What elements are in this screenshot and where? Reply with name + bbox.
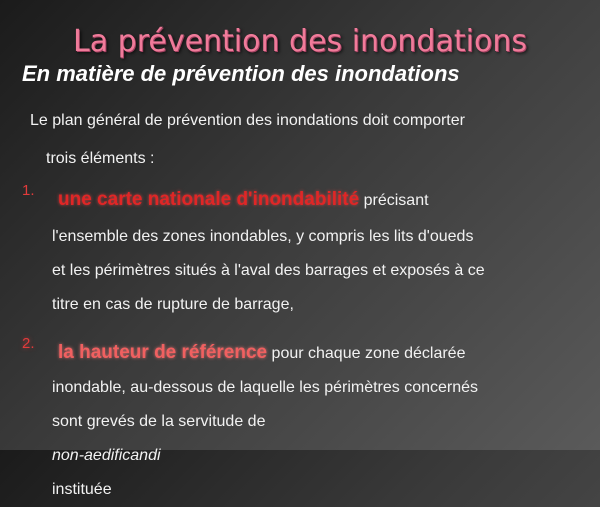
intro-line-1: Le plan général de prévention des inondations doit comporter [30, 112, 465, 129]
slide-subtitle: En matière de prévention des inondations [22, 61, 460, 86]
list-item-highlight: une carte nationale d'inondabilité [58, 189, 360, 210]
last-line-before: sont grevés de la servitude de [52, 413, 266, 430]
list-item-number: 1. [22, 182, 35, 199]
list-item-first-line [58, 335, 465, 372]
intro-paragraph [30, 102, 590, 178]
list-item-line: et les périmètres situés à l'aval des barrages et exposés à ce [52, 262, 485, 279]
list-item-first-line [58, 182, 429, 219]
list-item-line: l'ensemble des zones inondables, y compris les lits d'oueds [52, 228, 474, 245]
list-item-continuation [52, 371, 600, 507]
list-item-after-highlight: pour chaque zone déclarée [267, 345, 466, 362]
list-item-line: titre en cas de rupture de barrage, [52, 296, 294, 313]
list-item-line: inondable, au-dessous de laquelle les périmètres concernés [52, 379, 479, 396]
list-item-number: 2. [22, 335, 35, 352]
list-item-continuation [52, 220, 600, 322]
last-line-after: instituée [52, 481, 112, 498]
slide-title: La prévention des inondations [73, 24, 527, 59]
list-item-highlight: la hauteur de référence [58, 342, 268, 363]
list-item-line [52, 405, 600, 507]
list-item-after-highlight: précisant [359, 192, 429, 209]
intro-line-2: trois éléments : [46, 150, 155, 167]
last-line-italic: non-aedificandi [52, 447, 161, 464]
